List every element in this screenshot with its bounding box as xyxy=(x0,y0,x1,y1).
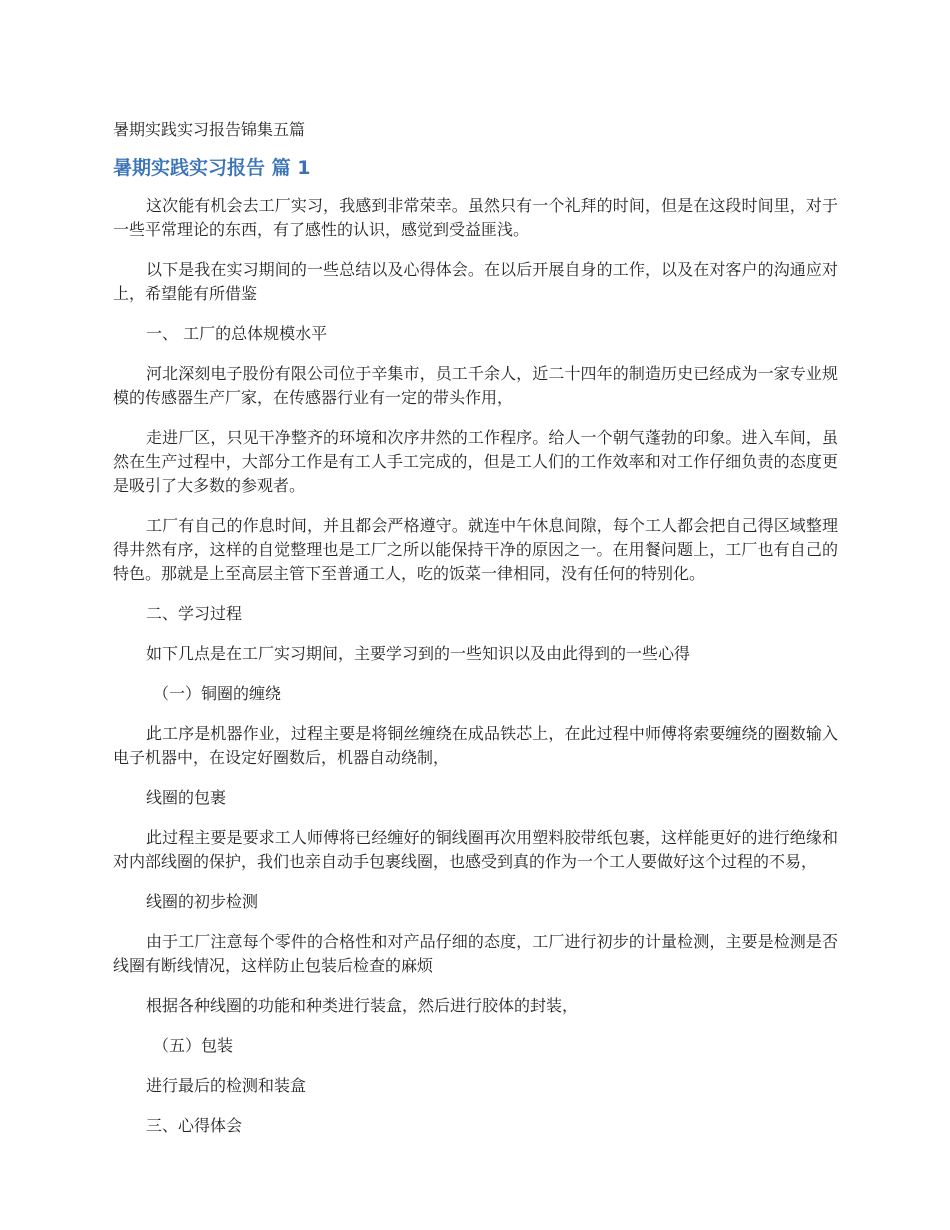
paragraph-boxing: 根据各种线圈的功能和种类进行装盒，然后进行胶体的封装， xyxy=(146,996,579,1015)
paragraph-coil-inspection: 由于工厂注意每个零件的合格性和对产品仔细的态度，工厂进行初步的计量检测，主要是检测是否线圈有断线情况，这样防止包装后检查的麻烦 xyxy=(113,932,838,975)
paragraph-factory-area: 走进厂区，只见干净整齐的环境和次序井然的工作程序。给人一个朝气蓬勃的印象。进入车间，虽然在生产过程中，大部分工作是有工人手工完成的，但是工人们的工作效率和对工作仔细负责的态度更是吸引了大多数的参观者。 xyxy=(113,428,838,495)
subheading-coil-wrapping: 线圈的包裹 xyxy=(146,788,227,807)
subheading-coil-winding: （一）铜圈的缠绕 xyxy=(153,684,282,703)
paragraph-coil-winding: 此工序是机器作业，过程主要是将铜丝缠绕在成品铁芯上，在此过程中师傅将索要缠绕的圈数输入电子机器中，在设定好圈数后，机器自动绕制， xyxy=(113,724,838,767)
paragraph-summary: 以下是我在实习期间的一些总结以及心得体会。在以后开展自身的工作，以及在对客户的沟通应对上，希望能有所借鉴 xyxy=(113,260,838,303)
paragraph-intro: 这次能有机会去工厂实习，我感到非常荣幸。虽然只有一个礼拜的时间，但是在这段时间里，对于一些平常理论的东西，有了感性的认识，感觉到受益匪浅。 xyxy=(113,196,838,239)
paragraph-final-check: 进行最后的检测和装盒 xyxy=(146,1076,307,1095)
document-title: 暑期实践实习报告锦集五篇 xyxy=(113,120,306,139)
paragraph-coil-wrapping: 此过程主要是要求工人师傅将已经缠好的铜线圈再次用塑料胶带纸包裹，这样能更好的进行绝缘和对内部线圈的保护，我们也亲自动手包裹线圈，也感受到真的作为一个工人要做好这个过程的不易， xyxy=(113,828,838,871)
heading-learning-process: 二、学习过程 xyxy=(146,604,243,623)
document-page xyxy=(113,118,838,1154)
subheading-coil-inspection: 线圈的初步检测 xyxy=(146,892,259,911)
paragraph-schedule: 工厂有自己的作息时间，并且都会严格遵守。就连中午休息间隙，每个工人都会把自己得区域整理得井然有序，这样的自觉整理也是工厂之所以能保持干净的原因之一。在用餐问题上，工厂也有自己的特色。那就是上至高层主管下至普通工人，吃的饭菜一律相同，没有任何的特别化。 xyxy=(113,516,838,583)
paragraph-learning-intro: 如下几点是在工厂实习期间，主要学习到的一些知识以及由此得到的一些心得 xyxy=(146,644,691,663)
heading-reflections: 三、心得体会 xyxy=(146,1116,243,1135)
paragraph-company: 河北深刻电子股份有限公司位于辛集市，员工千余人，近二十四年的制造历史已经成为一家专业规模的传感器生产厂家，在传感器行业有一定的带头作用， xyxy=(113,364,838,407)
section-heading: 暑期实践实习报告 篇 1 xyxy=(113,157,311,179)
heading-factory-scale: 一、 工厂的总体规模水平 xyxy=(146,324,328,343)
subheading-packaging: （五）包装 xyxy=(153,1036,234,1055)
